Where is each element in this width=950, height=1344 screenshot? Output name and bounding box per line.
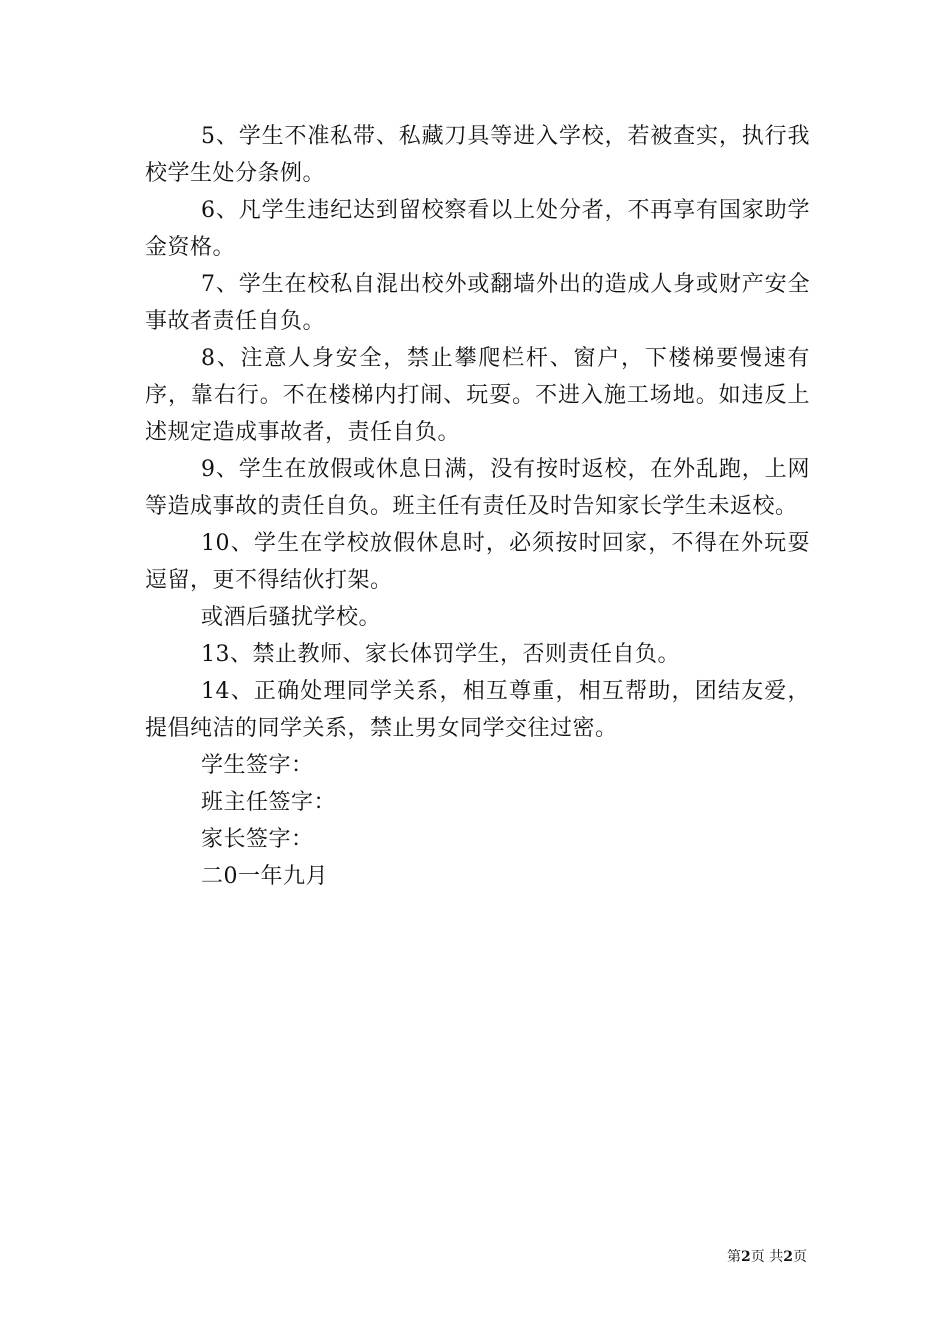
rule-paragraph-5: 5、学生不准私带、私藏刀具等进入学校，若被查实，执行我校学生处分条例。 [145, 124, 810, 186]
parent-signature-line: 家长签字： [201, 827, 314, 852]
footer-prefix: 第 [727, 1249, 742, 1265]
teacher-signature-line: 班主任签字： [201, 790, 337, 815]
footer-middle: 页 共 [750, 1249, 784, 1265]
page-number-footer [727, 1248, 807, 1266]
rule-paragraph-7: 7、学生在校私自混出校外或翻墙外出的造成人身或财产安全事故者责任自负。 [145, 272, 810, 334]
footer-suffix: 页 [793, 1249, 807, 1265]
footer-total-pages: 2 [783, 1249, 793, 1265]
rule-paragraph-8: 8、注意人身安全，禁止攀爬栏杆、窗户，下楼梯要慢速有序，靠右行。不在楼梯内打闹、玩耍。不进入施工场地。如违反上述规定造成事故者，责任自负。 [145, 346, 810, 445]
rule-paragraph-fragment: 或酒后骚扰学校。 [201, 605, 382, 630]
document-date: 二0一年九月 [201, 864, 328, 889]
rule-paragraph-9: 9、学生在放假或休息日满，没有按时返校，在外乱跑，上网等造成事故的责任自负。班主任有责任及时告知家长学生未返校。 [145, 457, 810, 519]
rule-paragraph-6: 6、凡学生违纪达到留校察看以上处分者，不再享有国家助学金资格。 [145, 198, 810, 260]
rule-paragraph-14: 14、正确处理同学关系，相互尊重，相互帮助，团结友爱，提倡纯洁的同学关系，禁止男女同学交往过密。 [145, 679, 810, 741]
footer-current-page: 2 [741, 1249, 751, 1265]
rule-paragraph-13: 13、禁止教师、家长体罚学生，否则责任自负。 [201, 642, 680, 667]
document-body [145, 118, 810, 895]
student-signature-line: 学生签字： [201, 753, 314, 778]
rule-paragraph-10: 10、学生在学校放假休息时，必须按时回家，不得在外玩耍逗留，更不得结伙打架。 [145, 531, 810, 593]
